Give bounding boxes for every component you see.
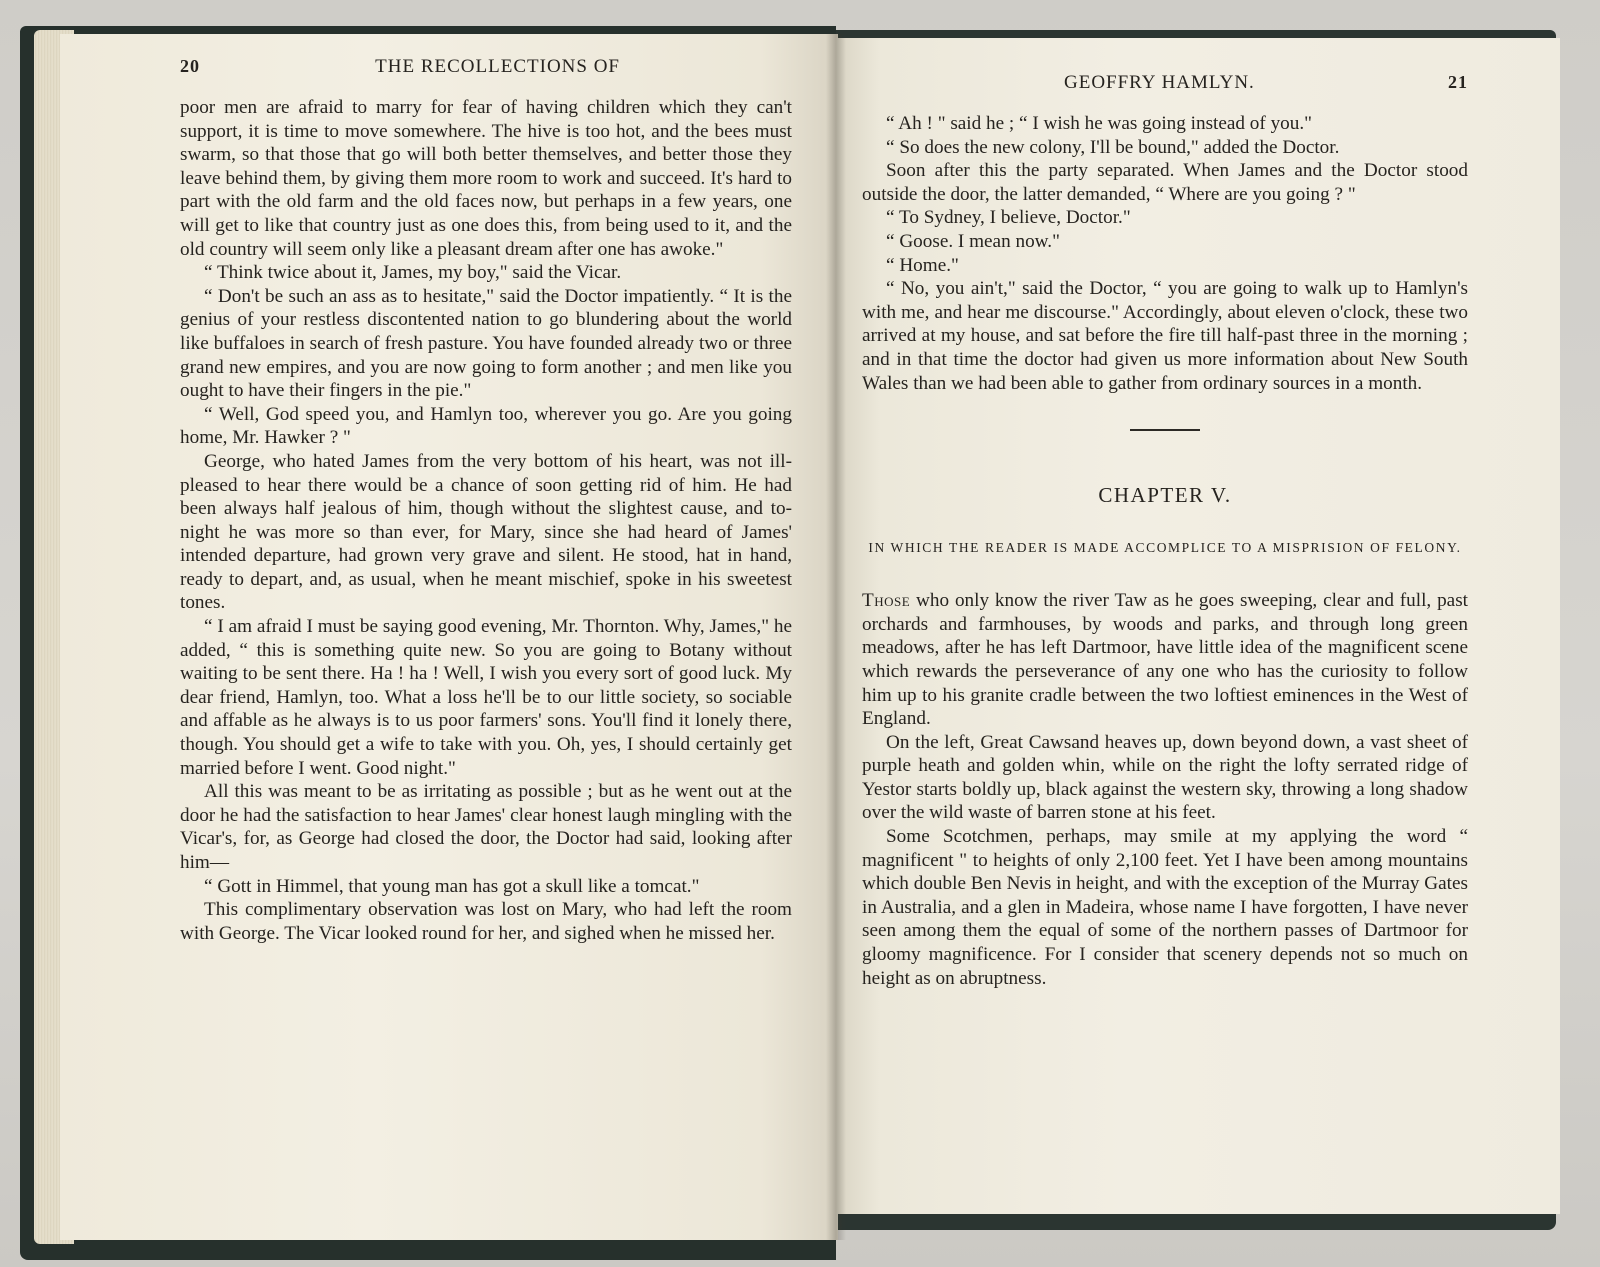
paragraph: On the left, Great Cawsand heaves up, down beyond down, a vast sheet of purple heath and golden whin, while on the right the lofty serrated ridge of Yestor starts boldly up, black against the western sky, throwing a long shadow over the wild waste of barren stone at his feet. [862, 731, 1468, 824]
paragraph: Soon after this the party separated. When James and the Doctor stood outside the door, the latter demanded, “ Where are you going ? " [862, 160, 1468, 205]
left-page-number: 20 [180, 56, 200, 76]
paragraph: “ Well, God speed you, and Hamlyn too, wherever you go. Are you going home, Mr. Hawker ? " [180, 403, 792, 449]
right-page [836, 38, 1560, 1214]
chapter-subtitle: IN WHICH THE READER IS MADE ACCOMPLICE TO A MISPRISION OF FELONY. [868, 540, 1462, 556]
chapter-title: CHAPTER V. [1098, 483, 1232, 508]
paragraph: “ Ah ! " said he ; “ I wish he was going instead of you." [886, 113, 1312, 134]
book-gutter [826, 34, 846, 1240]
chapter-first-paragraph [862, 589, 1468, 731]
right-running-title: GEOFFRY HAMLYN. [1064, 72, 1255, 93]
paragraph: poor men are afraid to marry for fear of having children which they can't support, it is time to move somewhere. The hive is too hot, and the bees must swarm, so that those that go will both better themselves, and better those they leave behind them, by giving them more room to work and succeed. It's hard to part with the old farm and the old faces now, but perhaps in a few years, one will get to like that country just as one does this, from being used to it, and the old country will seem only like a pleasant dream after one has awoke." [180, 97, 792, 260]
section-divider [1130, 429, 1200, 431]
paragraph: George, who hated James from the very bottom of his heart, was not ill-pleased to hear there would be a chance of soon getting rid of him. He had been always half jealous of him, though without the slightest cause, and to-night he was more so than ever, for Mary, since she had heard of James' intended departure, had grown very grave and silent. He stood, hat in hand, ready to depart, and, as usual, when he meant mischief, spoke in his sweetest tones. [180, 450, 792, 614]
paragraph: “ Home." [886, 254, 959, 276]
paragraph: “ To Sydney, I believe, Doctor." [886, 207, 1131, 229]
paragraph: “ I am afraid I must be saying good evening, Mr. Thornton. Why, James," he added, “ this is something quite new. So you are going to Botany without waiting to be sent there. Ha ! ha ! Well, I wish you every sort of good luck. My dear friend, Hamlyn, too. What a loss he'll be to our little society, so sociable and affable as he always is to us poor farmers' sons. You'll find it lonely there, though. You should get a wife to take with you. Oh, yes, I should certainly get married before I went. Good night." [180, 616, 792, 779]
paragraph: Some Scotchmen, perhaps, may smile at my applying the word “ magnificent " to heights of only 2,100 feet. Yet I have been among mountains which double Ben Nevis in height, and with the exception of the Murray Gates in Australia, and a glen in Madeira, whose name I have forgotten, I have never seen among them the equal of some of the northern passes of Dartmoor for gloomy magnificence. For I consider that scenery depends not so much on height as on abruptness. [862, 826, 1468, 989]
chapter-first-word: Those [862, 590, 911, 612]
right-running-head [862, 72, 1468, 94]
chapter-first-paragraph-text: who only know the river Taw as he goes sweeping, clear and full, past orchards and farmhouses, by woods and parks, and through long green meadows, after he has left Dartmoor, have little idea of the magnificent scene which rewards the perseverance of any one who has the curiosity to follow him up to his granite cradle between the two loftiest eminences in the West of England. [862, 590, 1468, 730]
paragraph: This complimentary observation was lost on Mary, who had left the room with George. The Vicar looked round for her, and sighed when he missed her. [180, 899, 792, 944]
paragraph: “ Think twice about it, James, my boy," said the Vicar. [204, 262, 622, 284]
right-page-number: 21 [1448, 72, 1468, 92]
left-running-head [180, 56, 792, 78]
paragraph: “ Gott in Himmel, that young man has got a skull like a tomcat." [204, 875, 700, 897]
paragraph: “ Goose. I mean now." [886, 230, 1060, 252]
paragraph: All this was meant to be as irritating as possible ; but as he went out at the door he had the satisfaction to hear James' clear honest laugh mingling with the Vicar's, for, as George had closed the door, the Doctor had said, looking after him— [180, 781, 792, 873]
paragraph: “ No, you ain't," said the Doctor, “ you are going to walk up to Hamlyn's with me, and hear me discourse." Accordingly, about eleven o'clock, these two arrived at my house, and sat before the fire till half-past three in the morning ; and in that time the doctor had given us more information about New South Wales than we had been able to gather from ordinary sources in a month. [862, 278, 1468, 394]
left-page [60, 34, 838, 1240]
left-running-title: THE RECOLLECTIONS OF [375, 56, 620, 77]
paragraph: “ So does the new colony, I'll be bound," added the Doctor. [886, 136, 1340, 158]
paragraph: “ Don't be such an ass as to hesitate," said the Doctor impatiently. “ It is the genius of your restless discontented nation to go blundering about the world like buffaloes in search of fresh pasture. You have founded already two or three grand new empires, and you are now going to form another ; and men like you ought to have their fingers in the pie." [180, 285, 792, 402]
